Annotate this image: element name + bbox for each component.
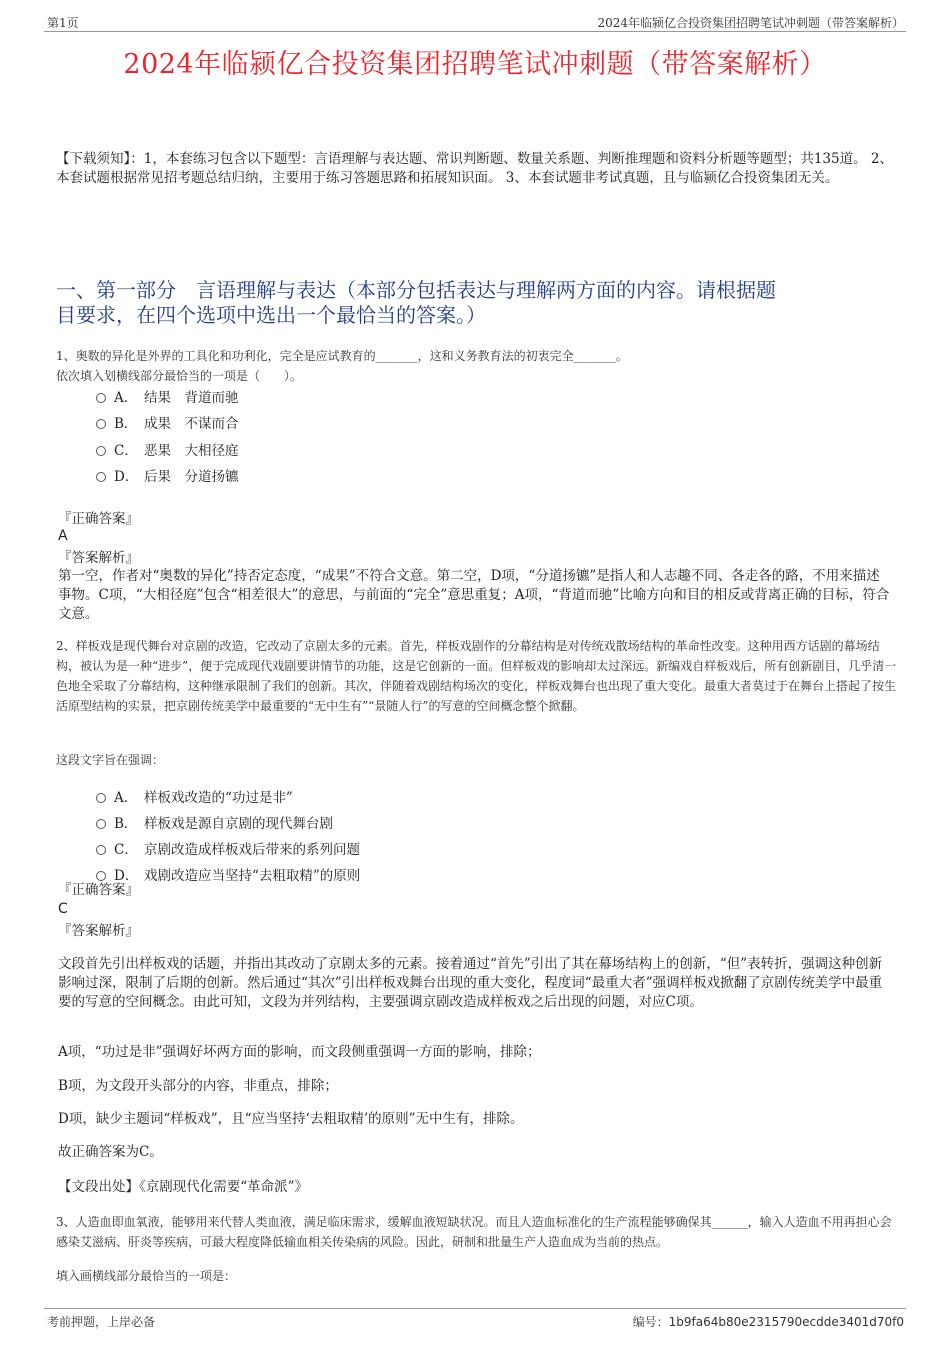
q2-answer: C [58,901,68,917]
q2-option-c[interactable]: C． 京剧改造成样板戏后带来的系列问题 [96,840,360,860]
q2-analysis: 文段首先引出样板戏的话题，并指出其改动了京剧太多的元素。接着通过“首先”引出了其在幕场结构上的创新，“但”表转折，强调这种创新影响过深，限制了后期的创新。然后通过“其次”引出样板戏舞台出现的重大变化，程度词“最重大者”强调样板戏掀翻了京剧传统美学中最重要的写意的空间概念。由此可知，文段为并列结构，主要强调京剧改造成样板戏之后出现的问题，对应C项。 [58,956,883,1010]
q1-answer-label: 『正确答案』 [58,511,139,527]
footer-slogan: 考前押题，上岸必备 [47,1315,156,1329]
footer-code [633,1313,904,1330]
q1-option-c[interactable]: C． 恶果 大相径庭 [96,441,239,461]
q2-prompt: 这段文字旨在强调： [56,753,165,767]
q1-option-b[interactable]: B． 成果 不谋而合 [96,414,239,434]
q2-option-d[interactable]: D． 戏剧改造应当坚持“去粗取精”的原则 [96,866,360,886]
footer-code-label: 编号： [632,1315,669,1329]
section-heading-line1: 一、第一部分 言语理解与表达（本部分包括表达与理解两方面的内容。请根据题 [56,278,776,302]
q2-note-a: A项，“功过是非”强调好坏两方面的影响，而文段侧重强调一方面的影响，排除； [58,1044,541,1060]
header-divider [44,31,906,32]
q2-answer-label: 『正确答案』 [58,882,139,898]
q1-option-a[interactable]: A． 结果 背道而驰 [96,388,239,408]
q3-stem: 3、人造血即血氧液，能够用来代替人类血液，满足临床需求，缓解血液短缺状况。而且人造血标准化的生产流程能够确保其______，输入人造血不用再担心会感染艾滋病、肝炎等疾病，可最大程度降低输血相关传染病的风险。因此，研制和批量生产人造血成为当前的热点。 [56,1215,892,1249]
radio-icon[interactable] [96,393,106,403]
radio-icon[interactable] [96,793,106,803]
q1-prompt: 依次填入划横线部分最恰当的一项是（ ）。 [56,369,303,383]
footer-code-value: 1b9fa64b80e2315790ecdde3401d70f0 [668,1315,904,1329]
q1-option-d[interactable]: D． 后果 分道扬镳 [96,467,239,487]
q2-source: 【文段出处】《京剧现代化需要“革命派”》 [58,1179,309,1195]
radio-icon[interactable] [96,419,106,429]
running-header-title: 2024年临颍亿合投资集团招聘笔试冲刺题（带答案解析） [597,16,904,30]
download-notice: 【下载须知】：1，本套练习包含以下题型：言语理解与表达题、常识判断题、数量关系题、判断推理题和资料分析题等题型；共135道。 2、本套试题根据常见招考题总结归纳，主要用于练习答题思路和拓展知识面。 3、本套试题非考试真题，且与临颍亿合投资集团无关。 [56,151,893,186]
document-title: 2024年临颍亿合投资集团招聘笔试冲刺题（带答案解析） [123,49,827,80]
radio-icon[interactable] [96,819,106,829]
q2-option-b[interactable]: B． 样板戏是源自京剧的现代舞台剧 [96,814,333,834]
q2-conclusion: 故正确答案为C。 [58,1144,163,1160]
radio-icon[interactable] [96,871,106,881]
radio-icon[interactable] [96,472,106,482]
q1-stem: 1、奥数的异化是外界的工具化和功利化，完全是应试教育的_______，这和义务教育法的初衷完全_______。 [56,349,628,363]
radio-icon[interactable] [96,845,106,855]
page-number: 第1页 [47,16,79,30]
radio-icon[interactable] [96,446,106,456]
q1-analysis: 第一空，作者对“奥数的异化”持否定态度，“成果”不符合文意。第二空，D项，“分道扬镳”是指人和人志趣不同、各走各的路，不用来描述事物。C项，“大相径庭”包含“相差很大”的意思，与前面的“完全”意思重复；A项，“背道而驰”比喻方向和目的相反或背离正确的目标，符合文意。 [58,568,890,622]
q2-option-a[interactable]: A． 样板戏改造的“功过是非” [96,788,293,808]
q1-answer: A [58,528,68,544]
q2-note-b: B项，为文段开头部分的内容，非重点，排除； [58,1078,338,1094]
q2-note-d: D项，缺少主题词“样板戏”，且“应当坚持‘去粗取精’的原则”无中生有，排除。 [58,1111,524,1127]
q2-analysis-label: 『答案解析』 [58,923,139,939]
q2-stem: 2、样板戏是现代舞台对京剧的改造，它改动了京剧太多的元素。首先，样板戏剧作的分幕结构是对传统戏散场结构的革命性改变。这种用西方话剧的幕场结构，被认为是一种“进步”，便于完成现代戏剧要讲情节的功能，这是它创新的一面。但样板戏的影响却太过深远。新编戏自样板戏后，所有创新剧目，几乎清一色地全采取了分幕结构，这种继承限制了我们的创新。其次，伴随着戏剧结构场次的变化，样板戏舞台也出现了重大变化。最重大者莫过于在舞台上搭起了按生活原型结构的实景，把京剧传统美学中最重要的“无中生有”“景随人行”的写意的空间概念整个掀翻。 [56,639,897,713]
q3-prompt: 填入画横线部分最恰当的一项是： [56,1269,237,1283]
section-heading-line2: 目要求，在四个选项中选出一个最恰当的答案。） [56,303,486,327]
q1-analysis-label: 『答案解析』 [58,550,139,566]
footer-divider [44,1308,906,1309]
